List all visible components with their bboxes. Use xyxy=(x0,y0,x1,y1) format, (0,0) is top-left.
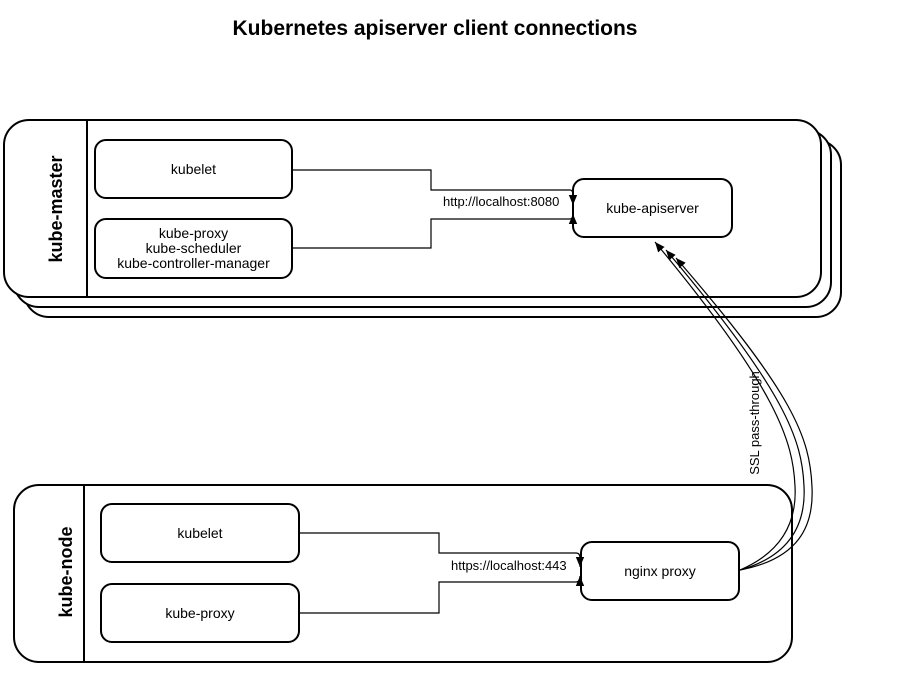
node-nginx-proxy-label: nginx proxy xyxy=(624,562,696,579)
kube-master-label-divider xyxy=(86,121,88,296)
node-node-kubelet xyxy=(100,503,300,563)
edge-label-ssl-pass-through: SSL pass-through xyxy=(747,371,762,475)
node-kube-apiserver xyxy=(572,178,733,238)
node-master-kubelet-label: kubelet xyxy=(170,160,217,177)
kube-node-label-divider xyxy=(83,486,85,661)
edge-label-http-localhost-8080: http://localhost:8080 xyxy=(443,194,560,209)
node-master-daemons-line2: kube-scheduler xyxy=(145,240,242,256)
node-master-kubelet xyxy=(94,139,293,199)
node-node-kube-proxy-label: kube-proxy xyxy=(165,604,235,621)
node-nginx-proxy xyxy=(580,541,740,601)
node-master-daemons-line1: kube-proxy xyxy=(158,225,229,241)
node-master-daemons xyxy=(94,218,293,279)
diagram-title: Kubernetes apiserver client connections xyxy=(232,17,638,40)
kube-node-cluster-label: kube-node xyxy=(56,526,76,618)
node-master-daemons-line3: kube-controller-manager xyxy=(117,255,270,271)
node-node-kubelet-label: kubelet xyxy=(177,524,223,541)
edge-label-https-localhost-443: https://localhost:443 xyxy=(451,558,567,573)
node-kube-apiserver-label: kube-apiserver xyxy=(606,199,699,216)
node-node-kube-proxy xyxy=(100,583,300,643)
kube-master-cluster-label: kube-master xyxy=(46,155,66,263)
